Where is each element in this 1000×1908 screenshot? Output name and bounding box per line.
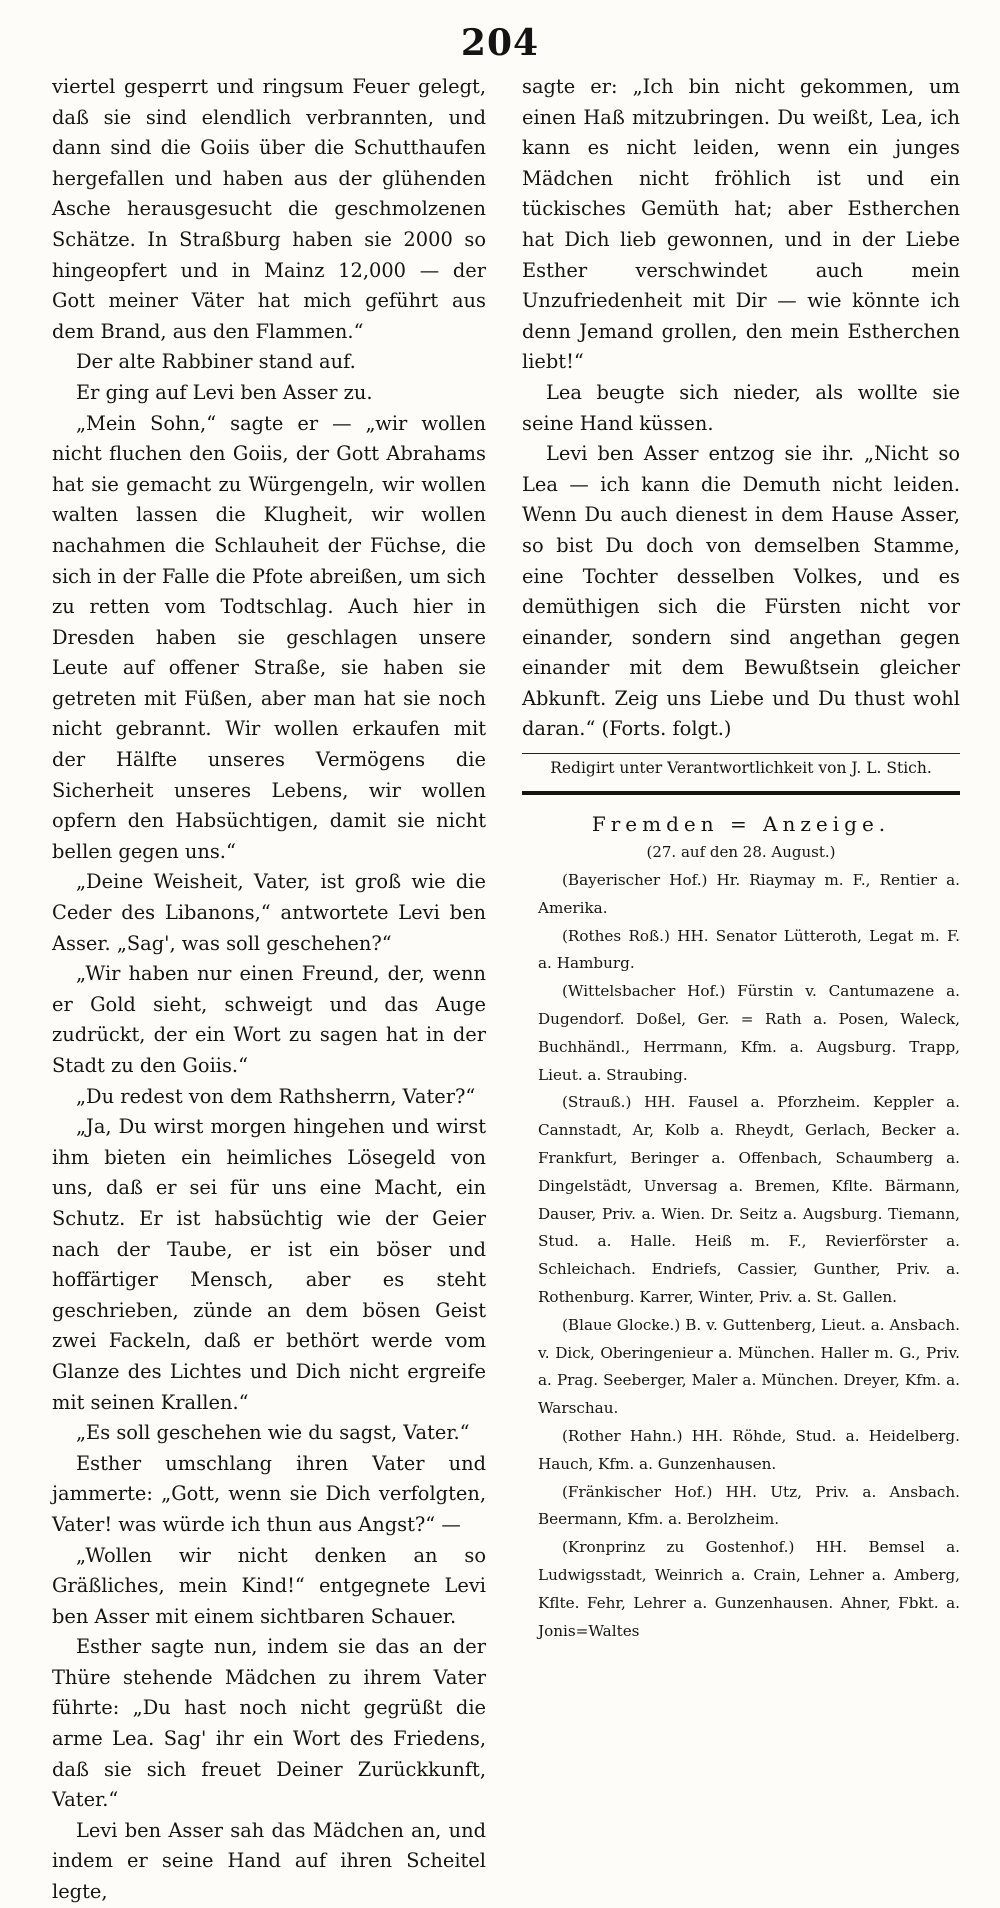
divider	[522, 753, 960, 754]
paragraph: Der alte Rabbiner stand auf.	[76, 350, 356, 374]
hotel-entry: (Rother Hahn.) HH. Röhde, Stud. a. Heidelberg. Hauch, Kfm. a. Gunzenhausen.	[538, 1427, 960, 1473]
section-divider	[522, 791, 960, 795]
hotel-entry: (Strauß.) HH. Fausel a. Pforzheim. Keppler a. Cannstadt, Ar, Kolb a. Rheydt, Gerlach, Becker a. Frankfurt, Beringer a. Offenbach, Schaumberg a. Dingelstädt, Unversag a. Bremen, Kflte. Bärmann, Dauser, Priv. a. Wien. Dr. Seitz a. Augsburg. Tiemann, Stud. a. Halle. Heiß m. F., Revierförster a. Schleichach. Endriefs, Cassier, Gunther, Priv. a. Rothenburg. Karrer, Winter, Priv. a. St. Gallen.	[538, 1093, 960, 1307]
paragraph: Levi ben Asser sah das Mädchen an, und indem er seine Hand auf ihren Scheitel legte,	[52, 1818, 486, 1904]
paragraph: „Du redest von dem Rathsherrn, Vater?“	[76, 1084, 476, 1108]
right-column	[522, 72, 960, 1645]
paragraph: Levi ben Asser entzog sie ihr. „Nicht so Lea — ich kann die Demuth nicht leiden. Wenn Du auch dienest in dem Hause Asser, so bist Du doch von demselben Stamme, eine Tochter desselben Volkes, und es demüthigen sich die Fürsten nicht vor einander, sondern sind angethan gegen einander mit dem Bewußtsein gleicher Abkunft. Zeig uns Liebe und Du thust wohl daran.“ (Forts. folgt.)	[522, 442, 960, 741]
paragraph: Esther umschlang ihren Vater und jammerte: „Gott, wenn sie Dich verfolgten, Vater! was würde ich thun aus Angst?“ —	[52, 1451, 486, 1536]
hotel-entry: (Wittelsbacher Hof.) Fürstin v. Cantumazene a. Dugendorf. Doßel, Ger. = Rath a. Posen, Waleck, Buchhändl., Herrmann, Kfm. a. Augsburg. Trapp, Lieut. a. Straubing.	[538, 982, 960, 1084]
paragraph: Er ging auf Levi ben Asser zu.	[76, 380, 373, 404]
announcement-title: Fremden = Anzeige.	[591, 812, 891, 837]
hotel-entry: (Bayerischer Hof.) Hr. Riaymay m. F., Rentier a. Amerika.	[538, 871, 960, 917]
editor-credit: Redigirt unter Verantwortlichkeit von J. L. Stich.	[550, 759, 932, 778]
paragraph: „Deine Weisheit, Vater, ist groß wie die Ceder des Libanons,“ antwortete Levi ben Asser. „Sag', was soll geschehen?“	[52, 870, 486, 955]
hotel-entry: (Rothes Roß.) HH. Senator Lütteroth, Legat m. F. a. Hamburg.	[538, 926, 960, 973]
paragraph: „Mein Sohn,“ sagte er — „wir wollen nicht fluchen den Goiis, der Gott Abrahams hat sie gemacht zu Würgengeln, wir wollen walten lassen die Klugheit, wir wollen nachahmen die Schlauheit der Füchse, die sich in der Falle die Pfote abreißen, um sich zu retten vom Todtschlag. Auch hier in Dresden haben sie geschlagen unsere Leute auf offener Straße, sie haben sie getreten mit Füßen, aber man hat sie noch nicht gebrannt. Wir wollen erkaufen mit der Hälfte unseres Vermögens die Sicherheit unseres Lebens, wir wollen opfern den Habsüchtigen, damit sie nicht bellen gegen uns.“	[52, 411, 486, 863]
visitor-announcement	[522, 809, 960, 1645]
paragraph: viertel gesperrt und ringsum Feuer gelegt, daß sie sind elendlich verbrannten, und dann sind die Goiis über die Schutthaufen hergefallen und haben aus der glühenden Asche herausgesucht die geschmolzenen Schätze. In Straßburg haben sie 2000 so hingeopfert und in Mainz 12,000 — der Gott meiner Väter hat mich geführt aus dem Brand, aus den Flammen.“	[52, 75, 486, 343]
left-column	[52, 72, 486, 1908]
paragraph: „Wollen wir nicht denken an so Gräßliches, mein Kind!“ entgegnete Levi ben Asser mit einem sichtbaren Schauer.	[52, 1543, 486, 1628]
hotel-entry: (Kronprinz zu Gostenhof.) HH. Bemsel a. Ludwigsstadt, Weinrich a. Crain, Lehner a. Amberg, Kflte. Fehr, Lehrer a. Gunzenhausen. Ahner, Fbkt. a. Jonis=Waltes	[538, 1538, 960, 1640]
paragraph: „Wir haben nur einen Freund, der, wenn er Gold sieht, schweigt und das Auge zudrückt, der ein Wort zu sagen hat in der Stadt zu den Goiis.“	[52, 962, 486, 1077]
hotel-entry: (Blaue Glocke.) B. v. Guttenberg, Lieut. a. Ansbach. v. Dick, Oberingenieur a. München. Haller m. G., Priv. a. Prag. Seeberger, Maler a. München. Dreyer, Kfm. a. Warschau.	[538, 1315, 960, 1418]
paragraph: „Ja, Du wirst morgen hingehen und wirst ihm bieten ein heimliches Lösegeld von uns, daß er sei für uns eine Macht, ein Schutz. Er ist habsüchtig wie der Geier nach der Taube, er ist ein böser und hoffärtiger Mensch, aber es steht geschrieben, zünde an dem bösen Geist zwei Fackeln, daß er bethört werde vom Glanze des Lichtes und Dich nicht ergreife mit seinen Krallen.“	[52, 1115, 486, 1414]
paragraph: sagte er: „Ich bin nicht gekommen, um einen Haß mitzubringen. Du weißt, Lea, ich kann es nicht leiden, wenn ein junges Mädchen nicht fröhlich ist und ein tückisches Gemüth hat; aber Estherchen hat Dich lieb gewonnen, und in der Liebe Esther verschwindet auch mein Unzufriedenheit mit Dir — wie könnte ich denn Jemand grollen, den mein Estherchen liebt!“	[522, 75, 960, 374]
paragraph: Esther sagte nun, indem sie das an der Thüre stehende Mädchen zu ihrem Vater führte: „Du hast noch nicht gegrüßt die arme Lea. Sag' ihr ein Wort des Friedens, daß sie sich freuet Deiner Zurückkunft, Vater.“	[52, 1635, 486, 1812]
announcement-date: (27. auf den 28. August.)	[646, 843, 836, 862]
hotel-entry: (Fränkischer Hof.) HH. Utz, Priv. a. Ansbach. Beermann, Kfm. a. Berolzheim.	[538, 1482, 960, 1529]
page-number: 204	[460, 22, 540, 64]
paragraph: Lea beugte sich nieder, als wollte sie seine Hand küssen.	[522, 380, 960, 435]
paragraph: „Es soll geschehen wie du sagst, Vater.“	[76, 1421, 470, 1445]
